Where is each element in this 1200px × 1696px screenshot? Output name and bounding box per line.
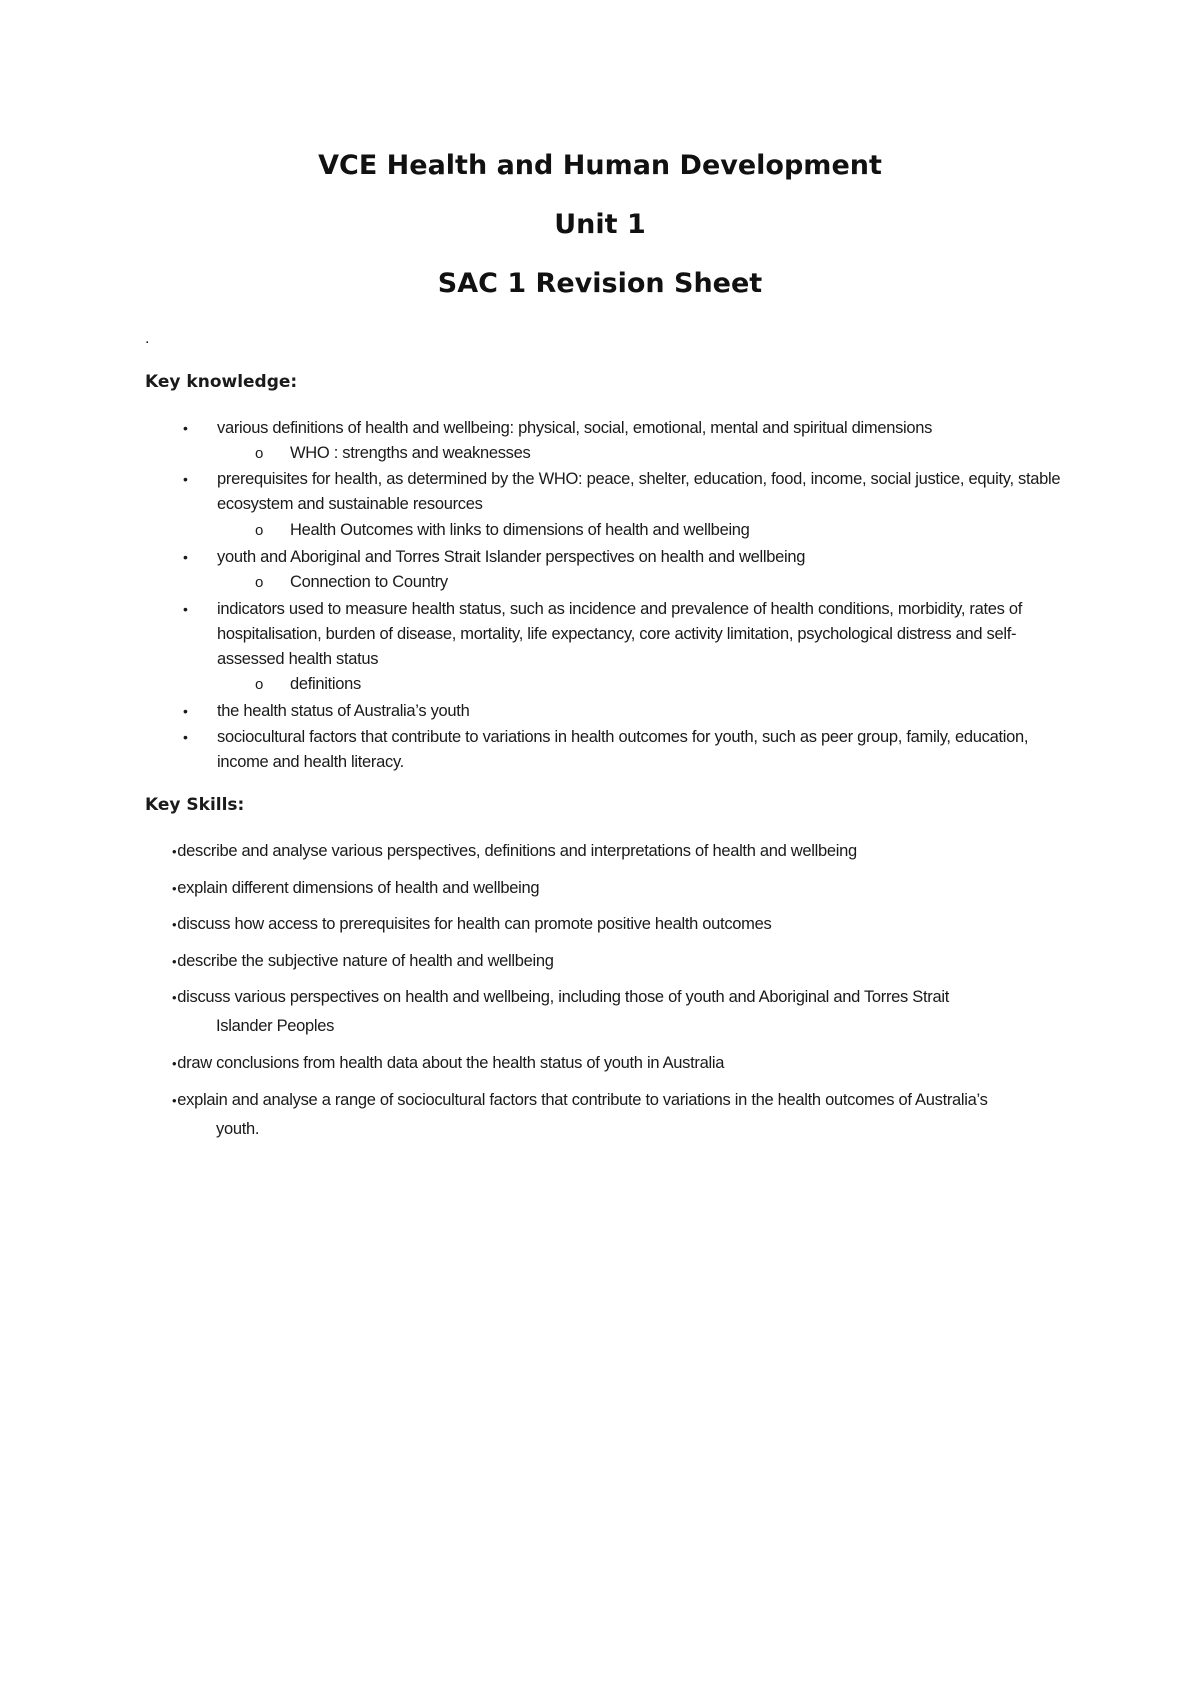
skill-item xyxy=(172,947,1072,976)
bullet-icon: • xyxy=(183,471,188,487)
bullet-icon: • xyxy=(172,844,177,859)
sub-bullet-icon: o xyxy=(255,445,264,462)
skill-continuation: youth. xyxy=(216,1120,260,1138)
bullet-icon: • xyxy=(172,917,177,932)
bullet-icon: • xyxy=(172,1093,177,1108)
skill-text: describe and analyse various perspectives, definitions and interpretations of health and wellbeing xyxy=(177,842,857,860)
skill-continuation: Islander Peoples xyxy=(216,1017,335,1035)
bullet-icon: • xyxy=(183,703,188,719)
bullet-icon: • xyxy=(183,549,188,565)
sheet-title: SAC 1 Revision Sheet xyxy=(437,268,763,299)
bullet-icon: • xyxy=(183,420,188,436)
key-skills-heading: Key Skills: xyxy=(145,795,245,815)
sub-list-item: WHO : strengths and weaknesses xyxy=(290,444,531,462)
skill-text: explain different dimensions of health and wellbeing xyxy=(177,879,540,897)
list-item: indicators used to measure health status, such as incidence and prevalence of health conditions, morbidity, rates of hospitalisation, burden of disease, mortality, life expectancy, core activity limitation, psychological distress and self-assessed health status xyxy=(217,600,1023,668)
key-knowledge-heading: Key knowledge: xyxy=(145,372,298,392)
list-item: various definitions of health and wellbeing: physical, social, emotional, mental and spiritual dimensions xyxy=(217,419,933,437)
sub-list-item: definitions xyxy=(290,675,361,693)
list-item: the health status of Australia’s youth xyxy=(217,702,470,720)
stray-dot: . xyxy=(145,330,150,347)
skill-text: describe the subjective nature of health and wellbeing xyxy=(177,952,554,970)
skill-text: discuss how access to prerequisites for health can promote positive health outcomes xyxy=(177,915,772,933)
document-title: VCE Health and Human Development xyxy=(318,150,882,181)
bullet-icon: • xyxy=(183,601,188,617)
skill-item xyxy=(172,1049,1072,1078)
list-item: prerequisites for health, as determined by the WHO: peace, shelter, education, food, income, social justice, equity, stable ecosystem and sustainable resources xyxy=(217,470,1061,513)
skill-item xyxy=(172,874,1072,903)
bullet-icon: • xyxy=(172,881,177,896)
skill-text: draw conclusions from health data about the health status of youth in Australia xyxy=(177,1054,725,1072)
sub-bullet-icon: o xyxy=(255,574,264,591)
skill-text: explain and analyse a range of sociocultural factors that contribute to variations in the health outcomes of Australia’s xyxy=(177,1091,988,1109)
skill-item xyxy=(172,910,1072,939)
sub-list-item: Connection to Country xyxy=(290,573,448,591)
unit-title: Unit 1 xyxy=(554,209,646,240)
skill-item xyxy=(172,837,1072,866)
list-item: sociocultural factors that contribute to variations in health outcomes for youth, such as peer group, family, education, income and health literacy. xyxy=(217,728,1029,771)
bullet-icon: • xyxy=(172,1056,177,1071)
sub-list-item: Health Outcomes with links to dimensions of health and wellbeing xyxy=(290,521,750,539)
list-item: youth and Aboriginal and Torres Strait Islander perspectives on health and wellbeing xyxy=(217,548,806,566)
skill-item xyxy=(172,983,1072,1041)
skill-item xyxy=(172,1086,1072,1144)
sub-bullet-icon: o xyxy=(255,676,264,693)
bullet-icon: • xyxy=(172,990,177,1005)
bullet-icon: • xyxy=(172,954,177,969)
skill-text: discuss various perspectives on health and wellbeing, including those of youth and Aboriginal and Torres Strait xyxy=(177,988,949,1006)
sub-bullet-icon: o xyxy=(255,522,264,539)
bullet-icon: • xyxy=(183,729,188,745)
